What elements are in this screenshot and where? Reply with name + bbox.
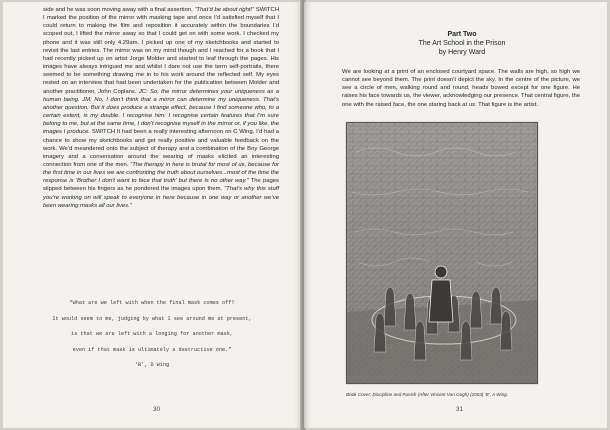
body-text-run: The pages slipped between his fingers as he pondered the images upon them. (43, 178, 279, 193)
section-author: by Henry Ward (438, 49, 486, 57)
italic-quote-run: “That’s why this stuff you’re working on will speak to everyone in here because in one way or another we’ve been wearing masks all our lives.” (43, 186, 279, 209)
quote-attribution: ‘B’, D Wing (134, 362, 170, 369)
pull-quote (19, 296, 285, 374)
italic-quote-run: “That’d be about right!” (194, 7, 255, 13)
left-body-text (43, 6, 279, 210)
body-text-run: SWITCH It had been a really interesting afternoon on C Wing, I’d had a chance to show my sketchbooks and get really positive and valuable feedback on the work. We’d meandered onto the subject of therapy and a combination of the Boy George imagery and a conversation around the wearing of masks elicited an interesting connection from one of the men. (43, 129, 279, 168)
left-page (3, 2, 302, 428)
quote-line: is that we are left with a longing for another mask, (71, 331, 233, 338)
body-text-run: SWITCH I marked the position of the mirror with masking tape and once I’d satisfied myself that I could return to making the film and reposition it accurately within the boundaries I’d scoped out, I lifted the mirror away so that I could get on with some work. I checked my phone and it was still only 4.29am. I picked up one of my sketchbooks and started to revisit the last entries. The mirror was on my mind though and I reached for a book that I had recently picked up on artist Jorge Molder and started to leaf through the pages. His images have always intrigued me and whilst I dare not use the term self-portraits, there seemed to be something drawing me in to his work around the reflected self. My eyes rested on an interview that had been undertaken for the publication between Molder and another practitioner, John Coplans. (43, 7, 279, 95)
image-caption: Book Cover: Discipline and Punish (After Vincent Van Gogh) (2003) ‘B’, A Wing. (346, 392, 509, 397)
italic-quote-run: JC: So, the mirror determines your uniqueness as a human being. JM: No, I don’t think that a mirror can determine my uniqueness. That’s another question. But it does produce a strange effect, because I find someone who, to a certain extent, is my double. I recognise him: I recognise certain features that I’m sure belong to me, but at the same time, I don’t recognise myself in the mirror or, if you like, the images I produce. (43, 88, 279, 136)
right-page (304, 2, 607, 428)
section-subtitle: The Art School in the Prison (418, 40, 506, 48)
quote-line: It would seem to me, judging by what I see around me at present, (52, 315, 252, 322)
page-number-left: 30 (153, 406, 161, 413)
body-text-run: side and he was soon moving away with a final assertion, (43, 7, 195, 13)
quote-line: “What are we left with when the final mask comes off? (69, 300, 235, 306)
right-body-text: We are looking at a print of an enclosed courtyard space. The walls are high, so high we cannot see beyond them. The print doesn’t depict the sky. In the centre of the picture, we see a circle of men, walking round and round, heads bowed except for one figure. He raises his face towards us, the viewer, acknowledging our presence. That central figure, the one with the raised face, the one staring back at us. That figure is the artist. (342, 69, 580, 108)
italic-quote-run: “The therapy in here is brutal for most of us, because for the first time in our lives we are confronting the truth about ourselves...most of the time the response is ‘Brother I don’t want to face that truth’ but there is no other way.” (43, 161, 279, 185)
section-heading (344, 30, 580, 58)
quote-line: even if that mask is ultimately a destructive one.” (72, 346, 232, 353)
part-title: Part Two (447, 31, 477, 38)
artwork-print-image (346, 122, 538, 384)
page-number-right: 31 (456, 406, 464, 413)
